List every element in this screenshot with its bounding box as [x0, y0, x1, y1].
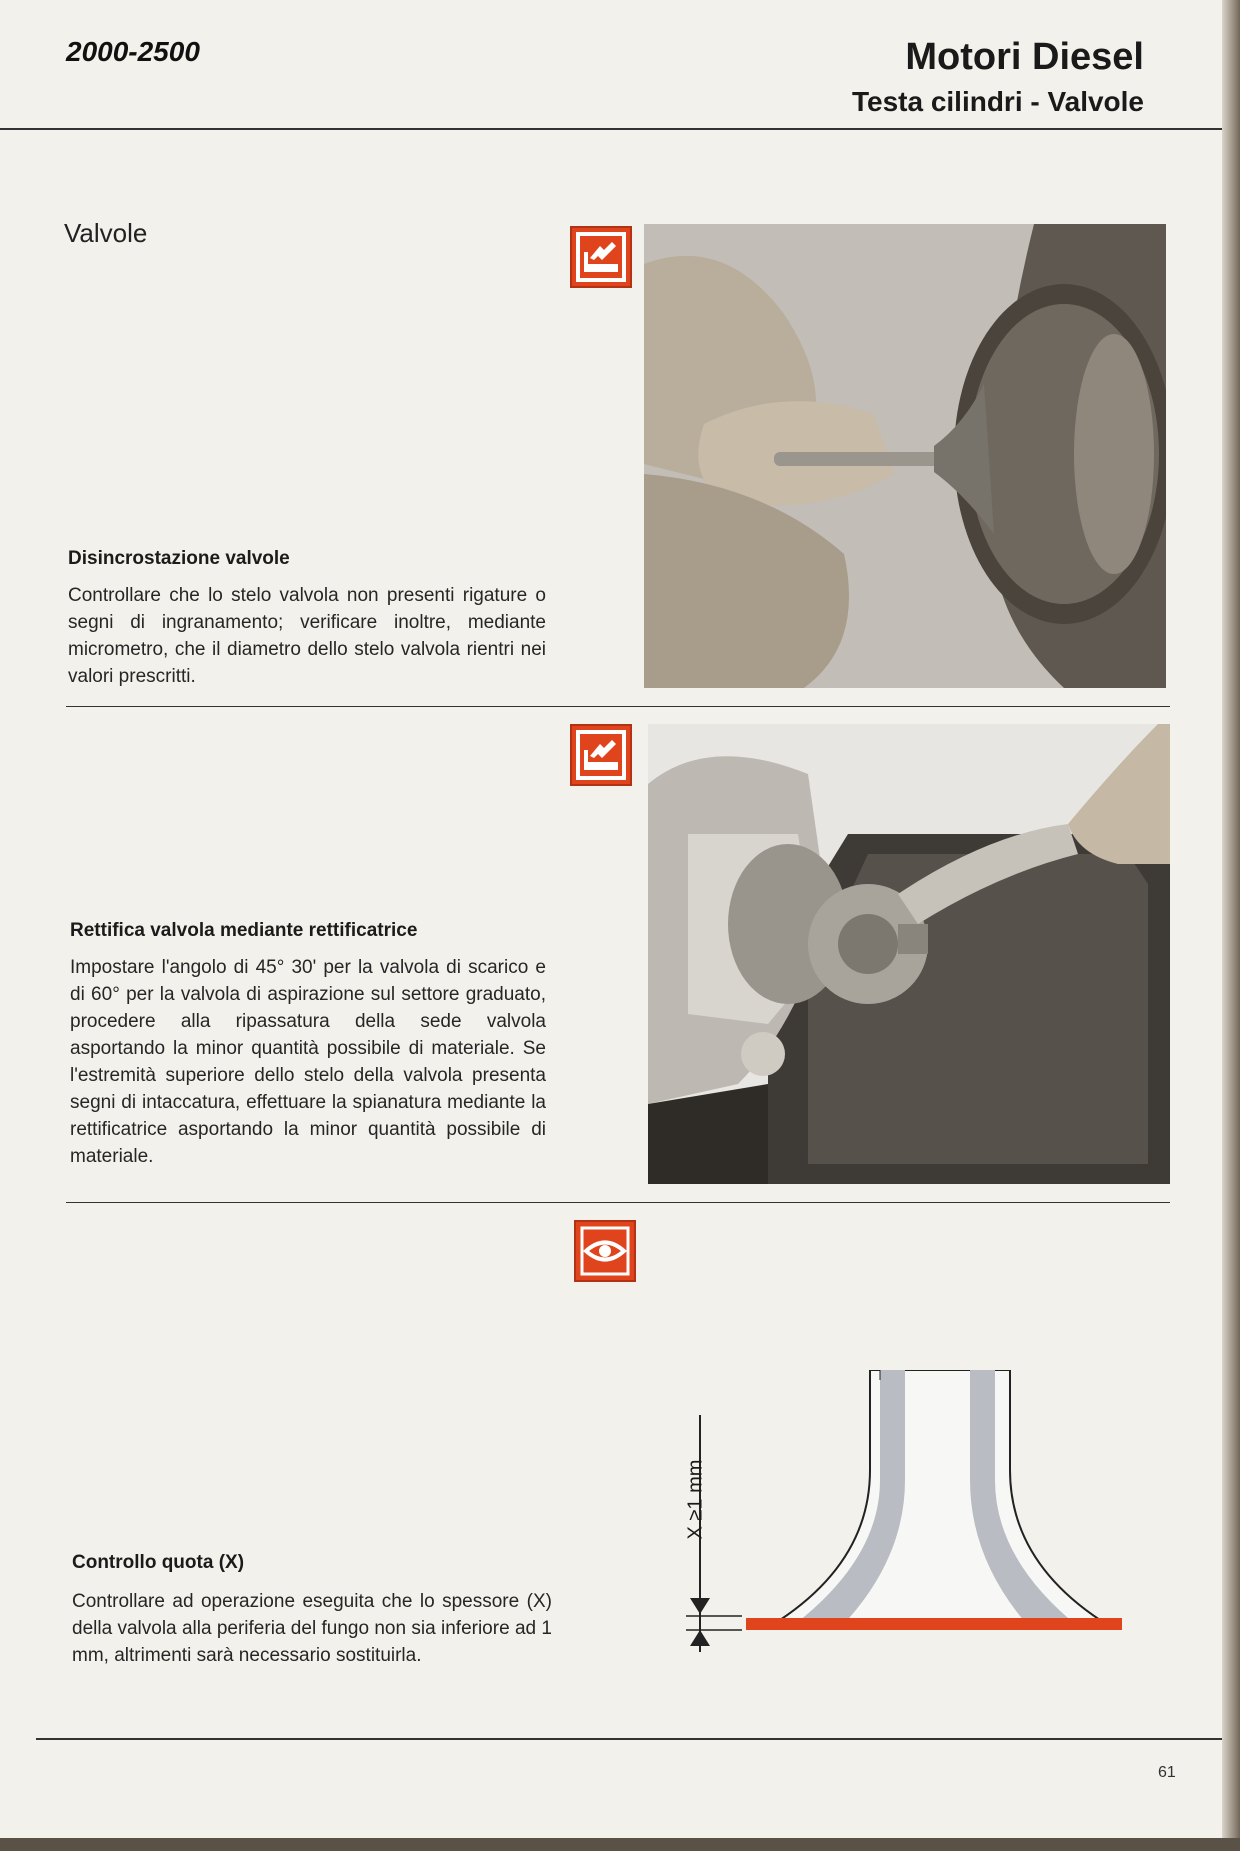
- page-edge: [1222, 0, 1240, 1851]
- tool-icon: [570, 724, 632, 786]
- block-heading: Controllo quota (X): [72, 1552, 245, 1573]
- divider: [66, 1202, 1170, 1203]
- valve-diagram: [680, 1370, 1140, 1670]
- model-label: 2000-2500: [66, 36, 200, 67]
- x-dimension-label: X ≥1 mm: [684, 1459, 707, 1540]
- section-title: Valvole: [64, 218, 148, 248]
- bottom-shadow: [0, 1838, 1240, 1851]
- photo-valve-brushing: [644, 224, 1166, 688]
- block-heading: Disincrostazione valvole: [68, 548, 290, 569]
- block-text: Controllare che lo stelo valvola non presenti rigature o segni di ingranamento; verificare inoltre, mediante micrometro, che il diametro dello stelo valvola rientri nei valori prescritti.: [68, 585, 546, 687]
- page-number: 61: [1158, 1764, 1176, 1781]
- block-text: Impostare l'angolo di 45° 30' per la valvola di scarico e di 60° per la valvola di aspirazione sul settore graduato, procedere alla ripassatura della sede valvola asportando la minor quantità possibile di materiale. Se l'estremità superiore dello stelo della valvola presenta segni di intaccatura, effettuare la spianatura mediante la rettificatrice asportando la minor quantità possibile di materiale.: [70, 957, 546, 1167]
- header-rule: [0, 128, 1222, 130]
- page-subtitle: Testa cilindri - Valvole: [851, 86, 1144, 117]
- block-heading: Rettifica valvola mediante rettificatrice: [70, 920, 418, 941]
- eye-icon: [574, 1220, 636, 1282]
- footer-rule: [36, 1738, 1222, 1740]
- page-title: Motori Diesel: [905, 36, 1144, 78]
- photo-valve-grinder: [648, 724, 1170, 1184]
- block-text: Controllare ad operazione eseguita che lo spessore (X) della valvola alla periferia del fungo non sia inferiore ad 1 mm, altrimenti sarà necessario sostituirla.: [72, 1591, 552, 1666]
- tool-icon: [570, 226, 632, 288]
- divider: [66, 706, 1170, 707]
